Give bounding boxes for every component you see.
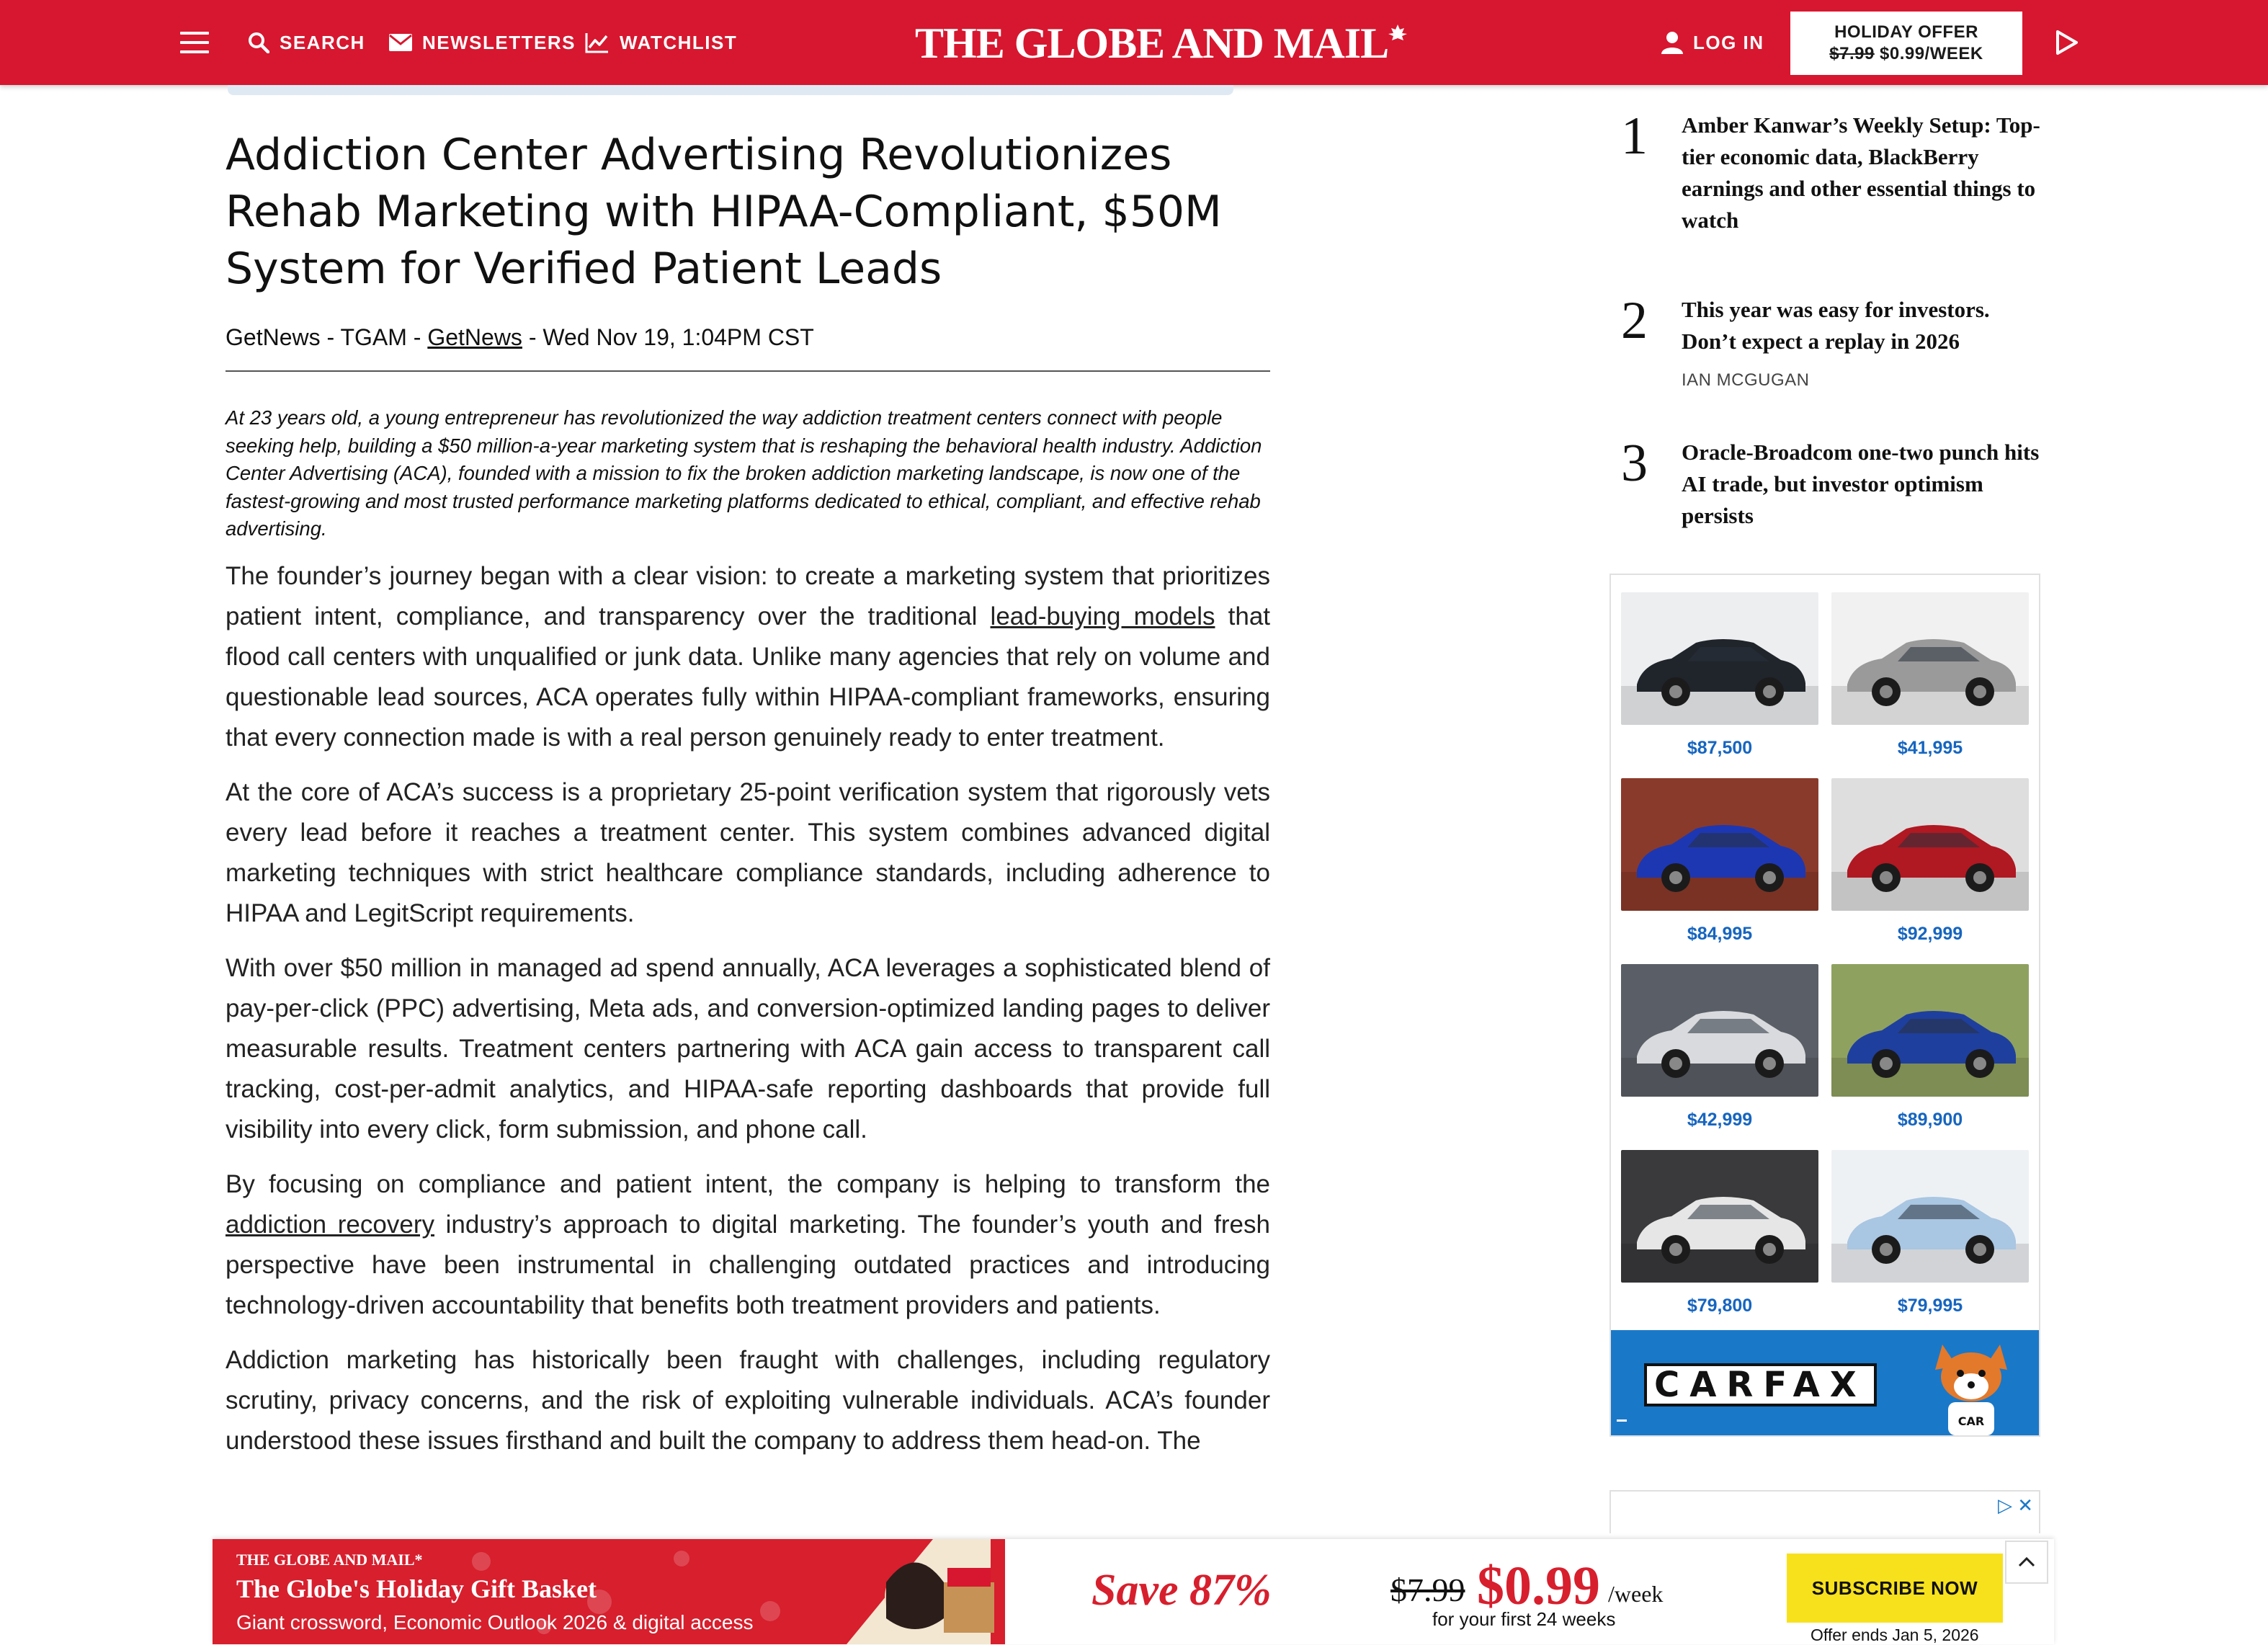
rank-number: 3 [1621,434,1648,493]
login-label: LOG IN [1693,31,1764,53]
car-listing[interactable] [1831,964,2029,1131]
top-navigation-bar [0,0,2268,85]
most-read-title[interactable]: Oracle-Broadcom one-two punch hits AI trade, but investor optimism persists [1682,440,2040,528]
byline [226,324,814,351]
p4-text-b: industry’s approach to digital marketing. The founder’s youth and fresh perspective have been instrumental in challenging outdated practices and introducing technology-driven accountability that benefits both treatment providers and patients. [226,1211,1270,1319]
byline-source: GetNews - TGAM - [226,324,428,350]
car-photo[interactable] [1831,592,2029,725]
promo-duration: for your first 24 weeks [1432,1608,1616,1630]
promo-title: The Globe's Holiday Gift Basket [236,1574,597,1603]
car-listing[interactable] [1621,592,1818,759]
car-listing[interactable] [1831,592,2029,759]
promo-banner-image[interactable] [213,1539,1005,1644]
promo-subtitle: Giant crossword, Economic Outlook 2026 & digital access [236,1611,754,1633]
paragraph-5: Addiction marketing has historically been fraught with challenges, including regulatory scrutiny, privacy concerns, and the risk of exploiting vulnerable individuals. ACA’s founder understood these issues firsthand and built the company to address them head-on. The [226,1346,1270,1455]
adchoices-icon[interactable]: ▷ ✕ [1997,1494,2033,1516]
top-divider [228,85,1233,95]
byline-source-link[interactable]: GetNews [427,324,522,350]
user-icon [1661,31,1683,54]
holiday-offer-price [1790,43,2022,65]
watchlist-label: WATCHLIST [620,31,738,53]
car-price[interactable]: $92,999 [1897,924,1963,944]
maple-leaf-icon [1388,24,1407,43]
p4-text-a: By focusing on compliance and patient intent, the company is helping to transform the [226,1170,1270,1198]
car-listing[interactable] [1831,1150,2029,1316]
fox-mascot-icon [1928,1337,2014,1435]
newsletters-label: NEWSLETTERS [422,31,576,53]
most-read-title[interactable]: This year was easy for investors. Don’t expect a replay in 2026 [1682,297,1990,354]
logo-text: THE GLOBE AND MAIL [915,19,1389,67]
svg-text:CAR: CAR [1957,1414,1985,1428]
promo-new-price: $0.99 [1477,1556,1600,1616]
paragraph-4 [226,1164,1270,1326]
holiday-offer-title: HOLIDAY OFFER [1834,22,1978,42]
search-icon [248,32,269,53]
car-price[interactable]: $89,900 [1897,1110,1963,1130]
carfax-logo [1644,1363,1877,1407]
gift-basket-illustration [847,1539,1005,1644]
site-logo[interactable] [915,20,1407,66]
envelope-icon [389,34,412,51]
car-photo[interactable] [1831,1150,2029,1283]
promo-brand: THE GLOBE AND MAIL* [236,1551,423,1569]
snow-dot [674,1551,689,1566]
holiday-new-price: $0.99/WEEK [1880,44,1983,63]
carfax-banner[interactable] [1611,1330,2039,1435]
paragraph-2: At the core of ACA’s success is a proprietary 25-point verification system that rigorously vets every lead before it reaches a treatment center. This system combines advanced digital marketing techniques with strict healthcare compliance standards, including adherence to HIPAA and LegitScript requirements. [226,778,1270,927]
car-price[interactable]: $79,995 [1897,1296,1963,1316]
subscription-promo-bar [213,1539,2054,1644]
watchlist-button[interactable] [585,0,737,85]
car-photo[interactable] [1621,1150,1818,1283]
ad-indicator [1617,1419,1627,1422]
chevron-up-icon [2017,1556,2036,1568]
car-price[interactable]: $79,800 [1687,1296,1753,1316]
car-photo[interactable] [1621,778,1818,911]
car-listing[interactable] [1621,964,1818,1131]
car-price[interactable]: $84,995 [1687,924,1753,944]
snow-dot [760,1601,780,1621]
byline-divider [226,370,1270,372]
carfax-logo-text: CARFAX [1654,1365,1867,1405]
play-icon[interactable] [2055,30,2079,55]
holiday-old-price: $7.99 [1829,44,1875,63]
car-photo[interactable] [1831,964,2029,1097]
addiction-recovery-link[interactable]: addiction recovery [226,1211,434,1239]
search-button[interactable] [248,0,365,85]
search-label: SEARCH [280,31,365,53]
save-percent: Save 87% [1091,1566,1272,1615]
car-listings-ad[interactable] [1610,574,2040,1437]
article-lede: At 23 years old, a young entrepreneur has revolutionized the way addiction treatment centers connect with people seeking help, building a $50 million-a-year marketing system that is reshaping the behavioral health industry. Addiction Center Advertising (ACA), founded with a mission to fix the broken addiction marketing landscape, is now one of the fastest-growing and most trusted performance marketing platforms dedicated to ethical, compliant, and effective rehab advertising. [226,406,1262,540]
newsletters-button[interactable] [389,0,576,85]
menu-icon[interactable] [180,0,209,85]
car-listing[interactable] [1621,1150,1818,1316]
most-read-author[interactable]: IAN MCGUGAN [1682,370,1810,390]
car-price[interactable]: $87,500 [1687,738,1753,758]
car-listing[interactable] [1831,778,2029,945]
car-photo[interactable] [1831,778,2029,911]
article-headline: Addiction Center Advertising Revolutionizes Rehab Marketing with HIPAA-Compliant, $50M System for Verified Patient Leads [226,130,1222,294]
byline-date: - Wed Nov 19, 1:04PM CST [522,324,814,350]
car-listing[interactable] [1621,778,1818,945]
paragraph-3: With over $50 million in managed ad spend annually, ACA leverages a sophisticated blend of pay-per-click (PPC) advertising, Meta ads, and conversion-optimized landing pages to deliver measurable results. Treatment centers partnering with ACA gain access to transparent call tracking, cost-per-admit analytics, and HIPAA-safe reporting dashboards that provide full visibility into every click, form submission, and phone call. [226,954,1270,1144]
collapse-promo-button[interactable] [2005,1541,2048,1584]
offer-ends-text: Offer ends Jan 5, 2026 [1811,1626,1979,1644]
car-price[interactable]: $42,999 [1687,1110,1753,1130]
car-price[interactable]: $41,995 [1897,738,1963,758]
login-button[interactable] [1661,0,1764,85]
car-photo[interactable] [1621,964,1818,1097]
holiday-offer-button[interactable] [1790,12,2022,75]
promo-old-price: $7.99 [1390,1572,1465,1608]
lead-buying-models-link[interactable]: lead-buying models [990,602,1215,630]
subscribe-now-button[interactable]: SUBSCRIBE NOW [1787,1553,2003,1623]
article-body [226,556,1270,1476]
p1-text-b: that flood call centers with unqualified or junk data. Unlike many agencies that rely on volume and questionable lead sources, ACA operates fully within HIPAA-compliant frameworks, ensuring that every connection made is with a real person genuinely ready to enter treatment. [226,602,1271,752]
car-photo[interactable] [1621,592,1818,725]
trend-chart-icon [585,32,610,53]
snow-dot [472,1552,491,1571]
secondary-ad-slot[interactable] [1610,1490,2040,1533]
rank-number: 2 [1621,291,1648,350]
most-read-title[interactable]: Amber Kanwar’s Weekly Setup: Top-tier economic data, BlackBerry earnings and other essential things to watch [1682,112,2040,233]
paragraph-1 [226,556,1270,758]
p1-text-a: The founder’s journey began with a clear vision: to create a marketing system that prioritizes patient intent, compliance, and transparency over the traditional [226,562,1270,630]
promo-per-week: /week [1608,1581,1664,1607]
rank-number: 1 [1621,107,1648,166]
